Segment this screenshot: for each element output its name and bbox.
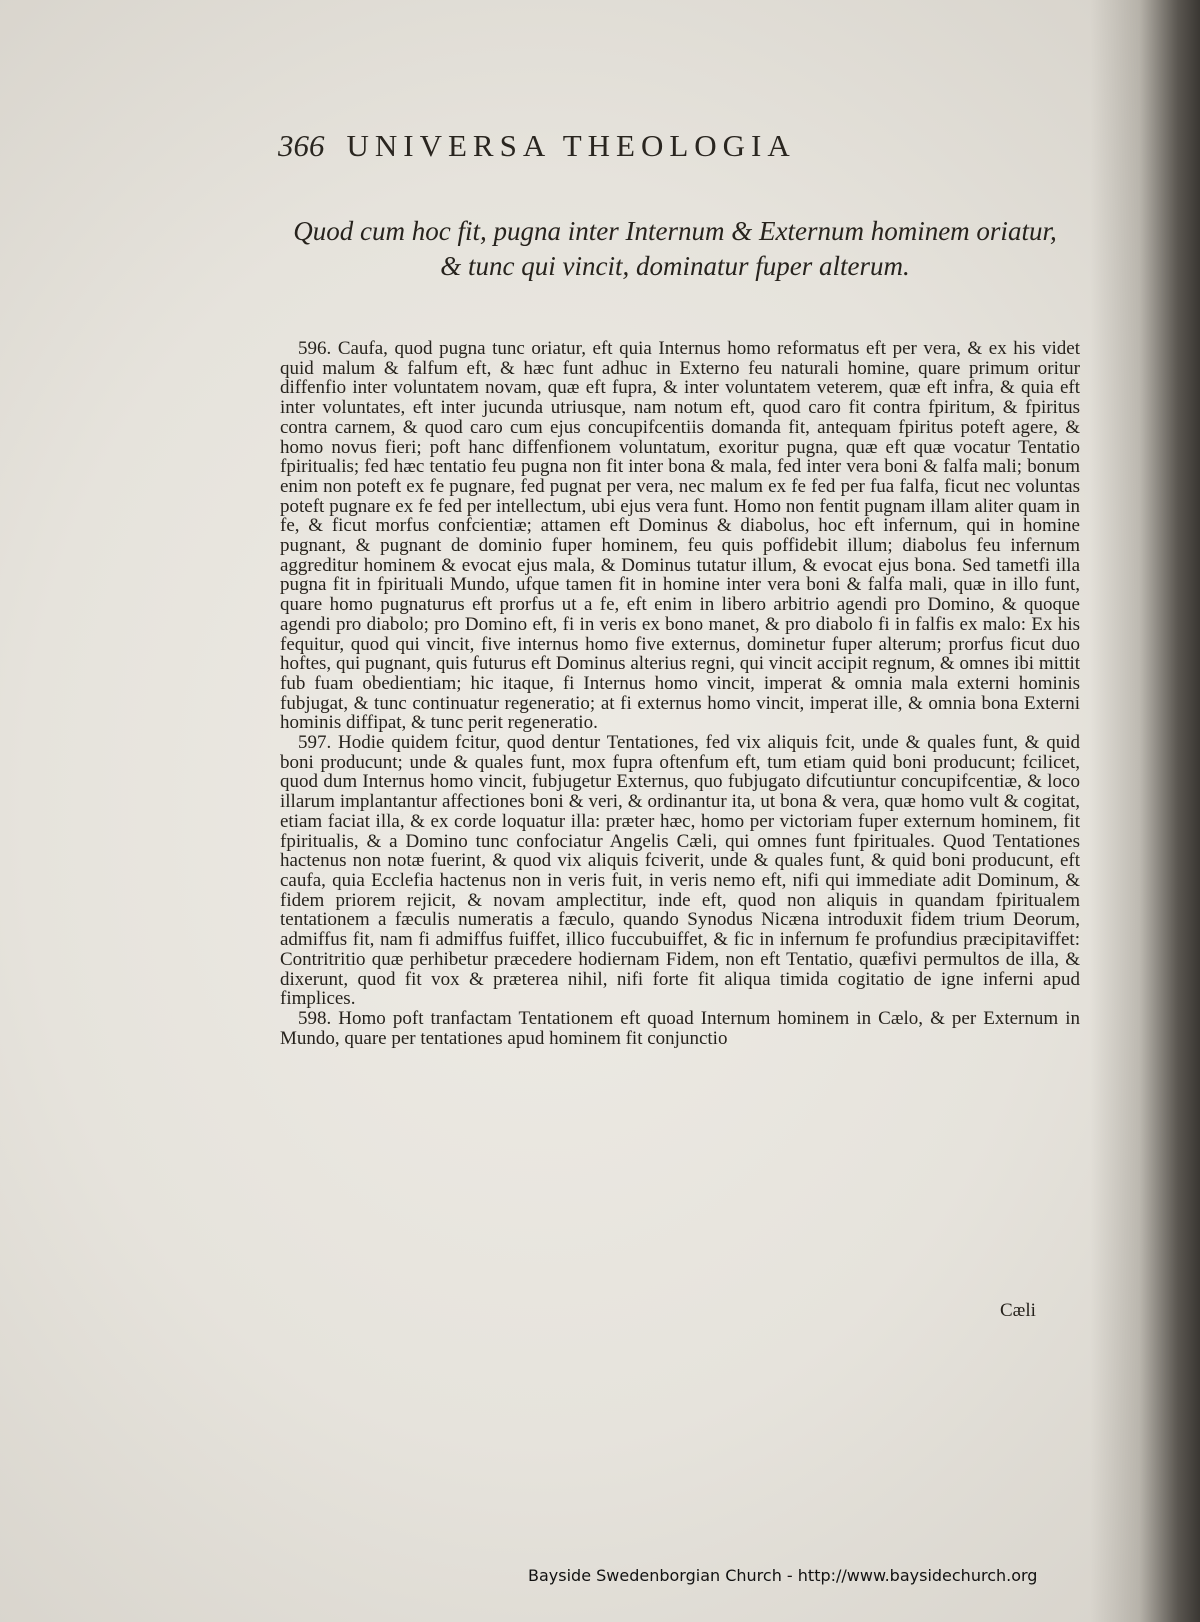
footer-credit: Bayside Swedenborgian Church - http://www.baysidechurch.org [528, 1566, 1038, 1585]
body-text [280, 339, 1080, 1048]
book-spine-shadow [1090, 0, 1200, 1622]
running-header [278, 128, 988, 172]
paragraph-596: 596. Caufa, quod pugna tunc oriatur, eft quia Internus homo reformatus eft per vera, & ex his videt quid malum & falfum eft, & hæc funt adhuc in Externo feu naturali homine, quare primum oritur diffenfio inter voluntatem novam, quæ eft fupra, & inter voluntatem veterem, quæ eft infra, & quia eft inter voluntates, eft inter jucunda utriusque, nam notum eft, quod caro fit contra fpiritum, & fpiritus contra carnem, & quod caro cum ejus concupifcentiis domanda fit, antequam fpiritus poteft agere, & homo novus fieri; poft hanc diffenfionem voluntatum, exoritur pugna, quæ eft quæ vocatur Tentatio fpiritualis; fed hæc tentatio feu pugna non fit inter bona & mala, fed inter vera boni & falfa mali; bonum enim non poteft ex fe pugnare, fed pugnat per vera, nec malum ex fe fed per fua falfa, ficut nec voluntas poteft pugnare ex fe fed per intellectum, ubi ejus vera funt. Homo non fentit pugnam illam aliter quam in fe, & ficut morfus confcientiæ; attamen eft Dominus & diabolus, hoc eft infernum, qui in homine pugnant, & pugnant de dominio fuper hominem, feu quis poffidebit illum; diabolus feu infernum aggreditur hominem & evocat ejus mala, & Dominus tutatur illum, & evocat ejus bona. Sed tametfi illa pugna fit in fpirituali Mundo, ufque tamen fit in homine inter vera boni & falfa mali, quæ in illo funt, quare homo pugnaturus eft prorfus ut a fe, eft enim in libero arbitrio agendi pro Domino, & quoque agendi pro diabolo; pro Domino eft, fi in veris ex bono manet, & pro diabolo fi in falfis ex malo: Ex his fequitur, quod qui vincit, five internus homo five externus, dominetur fuper alterum; prorfus ficut duo hoftes, qui pugnant, quis futurus eft Dominus alterius regni, qui vincit accipit regnum, & omnes ibi mittit fub fuam obedientiam; hic itaque, fi Internus homo vincit, imperat & omnia mala externi hominis fubjugat, & tunc continuatur regeneratio; at fi externus homo vincit, imperat ille, & omnia bona Externi hominis diffipat, & tunc perit regeneratio. [280, 338, 1080, 734]
running-title: UNIVERSA THEOLOGIA [346, 128, 796, 163]
paragraph-598: 598. Homo poft tranfactam Tentationem eft quoad Internum hominem in Cælo, & per Externum in Mundo, quare per tentationes apud hominem fit conjunctio [280, 1007, 1080, 1049]
catchword: Cæli [1000, 1300, 1036, 1321]
section-heading: Quod cum hoc fit, pugna inter Internum & Externum hominem oriatur, & tunc qui vincit, dominatur fuper alterum. [293, 216, 1057, 281]
paragraph-597: 597. Hodie quidem fcitur, quod dentur Tentationes, fed vix aliquis fcit, unde & quales funt, & quid boni producunt; unde & quales funt, mox fupra oftenfum eft, tum etiam quid boni producunt; fcilicet, quod dum Internus homo vincit, fubjugetur Externus, quo fubjugato difcutiuntur concupifcentiæ, & loco illarum implantantur affectiones boni & veri, & ordinantur ita, ut bona & vera, quæ homo vult & cogitat, etiam faciat illa, & ex corde loquatur illa: præter hæc, homo per victoriam fuper externum hominem, fit fpiritualis, & a Domino tunc confociatur Angelis Cæli, qui omnes funt fpirituales. Quod Tentationes hactenus non notæ fuerint, & quod vix aliquis fciverit, unde & quales funt, & quid boni producunt, eft caufa, quia Ecclefia hactenus non in veris fuit, in veris nemo eft, nifi qui immediate adit Dominum, & fidem priorem rejicit, & novam amplectitur, inde eft, quod non aliquis in quandam fpiritualem tentationem a fæculis numeratis a fæculo, quando Synodus Nicæna introduxit fidem trium Deorum, admiffus fit, nam fi admiffus fuiffet, illico fuccubuiffet, & fic in infernum fe profundius præcipitaviffet: Contritritio quæ perhibetur præcedere hodiernam Fidem, non eft Tentatio, quæfivi permultos de illa, & dixerunt, quod fit vox & præterea nihil, nifi forte fit aliqua timida cogitatio de igne inferni apud fimplices. [280, 732, 1080, 1010]
page-number: 366 [278, 128, 325, 163]
